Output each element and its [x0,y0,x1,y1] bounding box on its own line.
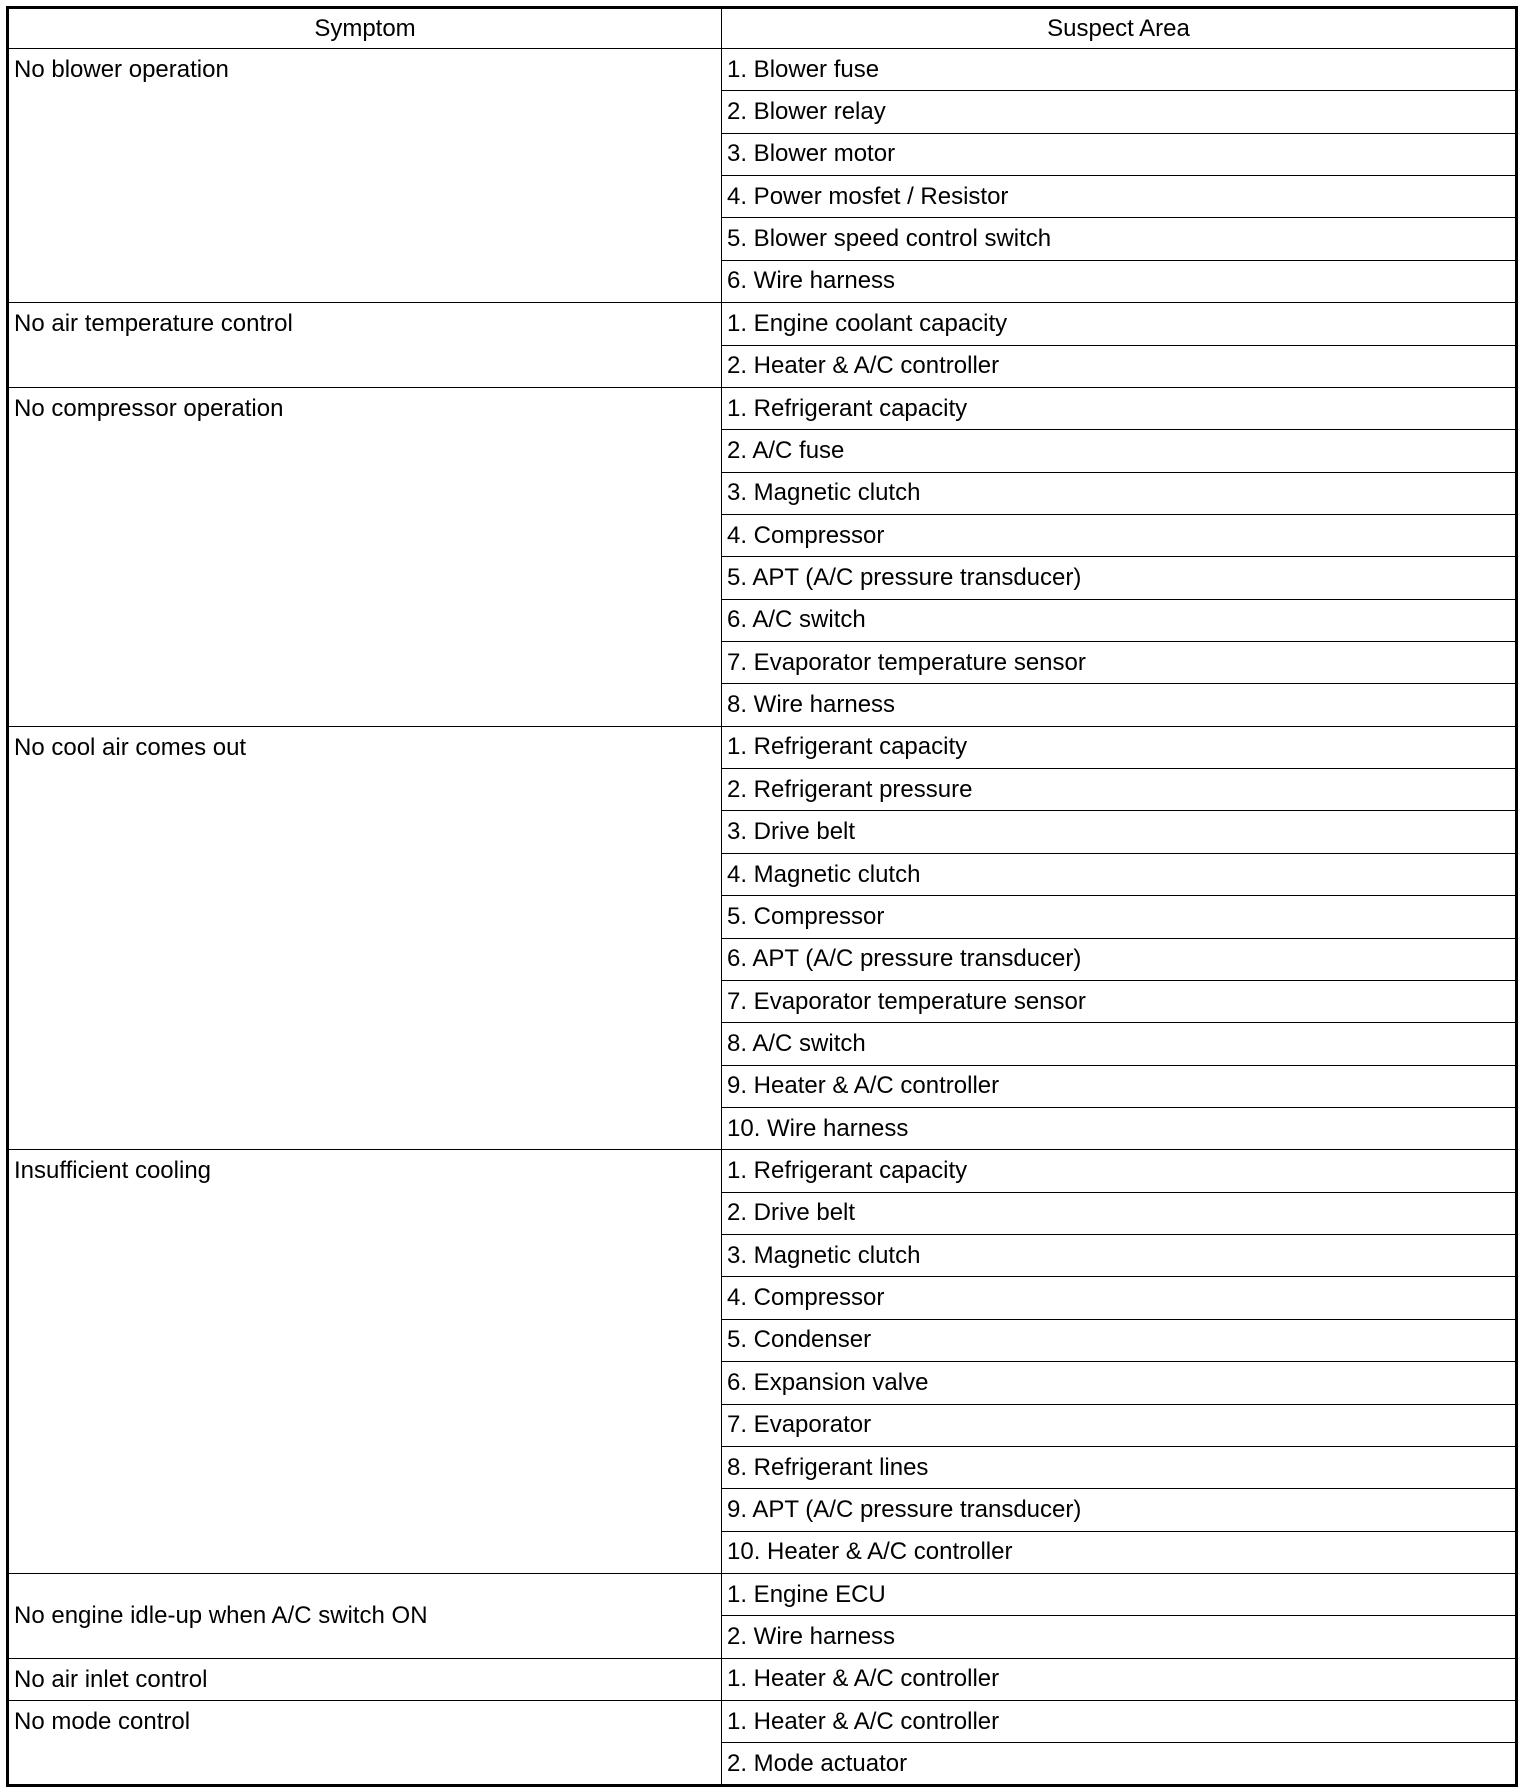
suspect-area-cell: 4. Compressor [722,514,1517,556]
suspect-area-cell: 3. Magnetic clutch [722,1235,1517,1277]
symptom-cell: No cool air comes out [8,726,722,1150]
symptom-header: Symptom [8,8,722,49]
suspect-area-cell: 6. Expansion valve [722,1362,1517,1404]
suspect-area-cell: 2. Drive belt [722,1192,1517,1234]
suspect-area-cell: 3. Blower motor [722,133,1517,175]
symptom-cell: Insufficient cooling [8,1150,722,1574]
troubleshooting-table [6,6,1518,1787]
suspect-area-cell: 8. Refrigerant lines [722,1446,1517,1488]
suspect-area-cell: 8. Wire harness [722,684,1517,726]
suspect-area-cell: 4. Magnetic clutch [722,853,1517,895]
suspect-area-cell: 1. Blower fuse [722,49,1517,91]
suspect-area-cell: 4. Compressor [722,1277,1517,1319]
suspect-area-cell: 2. A/C fuse [722,430,1517,472]
suspect-area-cell: 1. Refrigerant capacity [722,1150,1517,1192]
suspect-area-cell: 1. Refrigerant capacity [722,726,1517,768]
suspect-area-cell: 7. Evaporator temperature sensor [722,980,1517,1022]
header-row [8,8,1517,49]
suspect-area-cell: 6. Wire harness [722,260,1517,302]
table-row [8,726,1517,768]
suspect-area-cell: 10. Wire harness [722,1107,1517,1149]
suspect-area-cell: 7. Evaporator [722,1404,1517,1446]
suspect-area-cell: 1. Heater & A/C controller [722,1658,1517,1700]
table-row [8,1658,1517,1700]
suspect-area-cell: 3. Magnetic clutch [722,472,1517,514]
symptom-cell: No blower operation [8,49,722,303]
suspect-area-cell: 5. Condenser [722,1319,1517,1361]
suspect-area-cell: 1. Heater & A/C controller [722,1701,1517,1743]
suspect-area-cell: 6. APT (A/C pressure transducer) [722,938,1517,980]
suspect-area-cell: 9. APT (A/C pressure transducer) [722,1489,1517,1531]
suspect-area-cell: 1. Refrigerant capacity [722,387,1517,429]
symptom-cell: No compressor operation [8,387,722,726]
suspect-area-cell: 2. Mode actuator [722,1743,1517,1786]
suspect-area-cell: 7. Evaporator temperature sensor [722,642,1517,684]
suspect-area-cell: 2. Refrigerant pressure [722,769,1517,811]
table-row [8,1573,1517,1615]
suspect-area-cell: 10. Heater & A/C controller [722,1531,1517,1573]
table-row [8,49,1517,91]
suspect-area-cell: 6. A/C switch [722,599,1517,641]
symptom-cell: No engine idle-up when A/C switch ON [8,1573,722,1658]
table-row [8,387,1517,429]
suspect-area-cell: 4. Power mosfet / Resistor [722,176,1517,218]
table-body [8,49,1517,1786]
symptom-cell: No air inlet control [8,1658,722,1700]
suspect-area-cell: 5. Compressor [722,896,1517,938]
suspect-area-cell: 1. Engine coolant capacity [722,303,1517,345]
suspect-area-cell: 5. APT (A/C pressure transducer) [722,557,1517,599]
symptom-cell: No mode control [8,1701,722,1786]
suspect-area-cell: 5. Blower speed control switch [722,218,1517,260]
suspect-area-header: Suspect Area [722,8,1517,49]
suspect-area-cell: 9. Heater & A/C controller [722,1065,1517,1107]
suspect-area-cell: 3. Drive belt [722,811,1517,853]
suspect-area-cell: 1. Engine ECU [722,1573,1517,1615]
table-row [8,303,1517,345]
symptom-cell: No air temperature control [8,303,722,388]
table-row [8,1701,1517,1743]
suspect-area-cell: 2. Heater & A/C controller [722,345,1517,387]
suspect-area-cell: 2. Wire harness [722,1616,1517,1658]
suspect-area-cell: 8. A/C switch [722,1023,1517,1065]
suspect-area-cell: 2. Blower relay [722,91,1517,133]
table-row [8,1150,1517,1192]
